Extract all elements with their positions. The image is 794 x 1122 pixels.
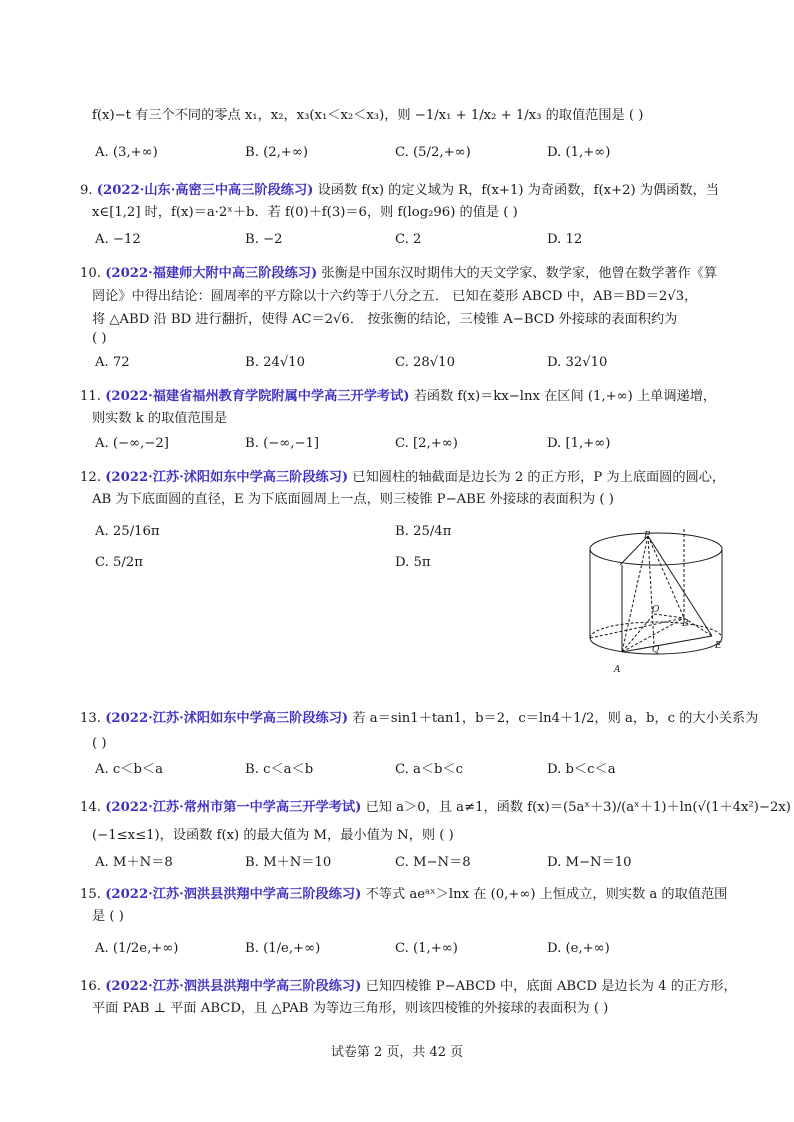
q8-stem xyxy=(92,106,643,126)
edge-pa xyxy=(622,536,648,652)
q16-text2: 平面 PAB ⊥ 平面 ABCD，且 △PAB 为等边三角形，则该四棱锥的外接球的表面积为 ( ) xyxy=(92,1001,609,1016)
q14-text2: (−1≤x≤1)，设函数 f(x) 的最大值为 M，最小值为 N，则 ( ) xyxy=(92,828,454,843)
q10-options xyxy=(95,353,715,373)
q13-text2: ( ) xyxy=(92,736,107,751)
q11-option-b: B. (−∞,−1] xyxy=(245,436,320,451)
label-o: O xyxy=(652,605,660,615)
q15-stem-line1 xyxy=(80,885,727,905)
q10-text4: ( ) xyxy=(92,331,107,346)
q9-options xyxy=(95,230,715,250)
q13-options xyxy=(95,760,715,780)
q14-options xyxy=(95,853,715,873)
q11-option-d: D. [1,+∞) xyxy=(547,436,611,451)
q10-option-c: C. 28√10 xyxy=(395,355,455,370)
q15-stem-line2 xyxy=(92,907,124,927)
q9-option-d: D. 12 xyxy=(547,232,583,247)
q10-text1: 张衡是中国东汉时期伟大的天文学家、数学家，他曾在数学著作《算 xyxy=(321,266,718,281)
q15-number: 15. xyxy=(80,887,101,902)
q10-option-a: A. 72 xyxy=(95,355,130,370)
q10-text2: 罔论》中得出结论：圆周率的平方除以十六约等于八分之五． 已知在菱形 ABCD 中，AB＝BD＝2√3， xyxy=(92,289,698,304)
q14-source: (2022·江苏·常州市第一中学高三开学考试) xyxy=(105,800,362,815)
q11-options xyxy=(95,434,715,454)
label-q: Q xyxy=(652,645,660,655)
q11-option-c: C. [2,+∞) xyxy=(395,436,458,451)
q12-stem-line2 xyxy=(92,490,614,510)
q9-stem-line1 xyxy=(80,181,719,201)
q13-option-a: A. c＜b＜a xyxy=(95,762,163,777)
q16-source: (2022·江苏·泗洪县洪翔中学高三阶段练习) xyxy=(105,979,362,994)
q16-number: 16. xyxy=(80,979,101,994)
q9-source: (2022·山东·高密三中高三阶段练习) xyxy=(96,183,314,198)
q14-option-a: A. M＋N＝8 xyxy=(95,855,173,870)
label-p: P xyxy=(644,531,651,541)
q11-number: 11. xyxy=(80,389,101,404)
q10-text3: 将 △ABD 沿 BD 进行翻折，使得 AC＝2√6． 按张衡的结论，三棱锥 A−BCD 外接球的表面积约为 xyxy=(92,312,678,327)
q13-stem-line2 xyxy=(92,734,106,754)
q10-stem-line3 xyxy=(92,310,677,330)
q15-option-d: D. (e,+∞) xyxy=(547,941,610,956)
q8-option-a: A. (3,+∞) xyxy=(95,145,158,160)
q10-option-b: B. 24√10 xyxy=(245,355,306,370)
q9-stem-line2 xyxy=(92,203,518,223)
q8-stem-text: f(x)−t 有三个不同的零点 x₁，x₂，x₃(x₁＜x₂＜x₃)，则 −1/x₁ + 1/x₂ + 1/x₃ 的取值范围是 ( ) xyxy=(92,108,644,123)
q10-stem-line4 xyxy=(92,329,106,349)
q12-option-c: C. 5/2π xyxy=(95,555,143,570)
q14-text1: 已知 a＞0，且 a≠1，函数 f(x)＝(5aˣ＋3)/(aˣ＋1)＋ln(√(1＋4x²)−2x) xyxy=(365,800,791,815)
q10-stem-line1 xyxy=(80,264,717,284)
q8-option-b: B. (2,+∞) xyxy=(245,145,308,160)
q8-option-d: D. (1,+∞) xyxy=(547,145,611,160)
q15-source: (2022·江苏·泗洪县洪翔中学高三阶段练习) xyxy=(105,887,362,902)
q12-option-b: B. 25/4π xyxy=(395,524,452,539)
q14-option-c: C. M−N＝8 xyxy=(395,855,471,870)
q9-text2: x∈[1,2] 时，f(x)＝a·2ˣ＋b．若 f(0)＋f(3)＝6，则 f(log₂96) 的值是 ( ) xyxy=(92,205,518,220)
q12-stem-line1 xyxy=(80,468,725,488)
q13-option-c: C. a＜b＜c xyxy=(395,762,464,777)
label-e: E xyxy=(715,641,722,651)
q12-number: 12. xyxy=(80,470,101,485)
q10-number: 10. xyxy=(80,266,101,281)
q10-source: (2022·福建师大附中高三阶段练习) xyxy=(105,266,318,281)
q16-stem-line2 xyxy=(92,999,608,1019)
q8-option-c: C. (5/2,+∞) xyxy=(395,145,471,160)
q16-stem-line1 xyxy=(80,977,737,997)
q11-text2: 则实数 k 的取值范围是 xyxy=(92,411,228,426)
q13-option-d: D. b＜c＜a xyxy=(547,762,616,777)
q15-text2: 是 ( ) xyxy=(92,909,124,924)
page-footer: 试卷第 2 页，共 42 页 xyxy=(330,1045,464,1060)
q14-number: 14. xyxy=(80,800,101,815)
q8-options xyxy=(95,143,715,163)
q9-option-b: B. −2 xyxy=(245,232,283,247)
q14-option-b: B. M＋N＝10 xyxy=(245,855,332,870)
q13-option-b: B. c＜a＜b xyxy=(245,762,314,777)
q12-option-a: A. 25/16π xyxy=(95,524,160,539)
q15-option-c: C. (1,+∞) xyxy=(395,941,458,956)
q13-source: (2022·江苏·沭阳如东中学高三阶段练习) xyxy=(105,711,349,726)
q12-text1: 已知圆柱的轴截面是边长为 2 的正方形，P 为上底面圆的圆心， xyxy=(352,470,726,485)
edge-ae xyxy=(622,636,712,652)
q13-number: 13. xyxy=(80,711,101,726)
q13-stem-line1 xyxy=(80,709,758,729)
segment-ao xyxy=(622,614,654,652)
q14-option-d: D. M−N＝10 xyxy=(547,855,632,870)
q9-number: 9. xyxy=(80,183,93,198)
q9-text1: 设函数 f(x) 的定义域为 R，f(x+1) 为奇函数，f(x+2) 为偶函数，当 xyxy=(317,183,719,198)
q16-text1: 已知四棱锥 P−ABCD 中，底面 ABCD 是边长为 4 的正方形， xyxy=(365,979,737,994)
q15-option-b: B. (1/e,+∞) xyxy=(245,941,321,956)
q11-source: (2022·福建省福州教育学院附属中学高三开学考试) xyxy=(105,389,410,404)
q11-stem-line2 xyxy=(92,409,227,429)
label-b: B xyxy=(682,619,689,629)
q11-text1: 若函数 f(x)＝kx−lnx 在区间 (1,+∞) 上单调递增， xyxy=(413,389,717,404)
q11-stem-line1 xyxy=(80,387,716,407)
q13-text1: 若 a＝sin1＋tan1，b＝2，c＝ln4＋1/2，则 a，b，c 的大小关系为 xyxy=(352,711,759,726)
q12-option-d: D. 5π xyxy=(395,555,431,570)
q14-stem-line1 xyxy=(80,798,791,818)
q11-option-a: A. (−∞,−2] xyxy=(95,436,169,451)
q10-option-d: D. 32√10 xyxy=(547,355,608,370)
q15-text1: 不等式 aeᵃˣ＞lnx 在 (0,+∞) 上恒成立，则实数 a 的取值范围 xyxy=(365,887,728,902)
q15-options xyxy=(95,939,715,959)
q9-option-c: C. 2 xyxy=(395,232,422,247)
q12-source: (2022·江苏·沭阳如东中学高三阶段练习) xyxy=(105,470,349,485)
q15-option-a: A. (1/2e,+∞) xyxy=(95,941,179,956)
back-chord xyxy=(590,618,684,638)
q10-stem-line2 xyxy=(92,287,697,307)
q12-text2: AB 为下底面圆的直径，E 为下底面圆周上一点，则三棱锥 P−ABE 外接球的表面积为 ( ) xyxy=(92,492,614,507)
label-a: A xyxy=(614,665,621,675)
axis-pq xyxy=(648,536,654,644)
q9-option-a: A. −12 xyxy=(95,232,141,247)
edge-pe xyxy=(648,536,712,636)
q14-stem-line2 xyxy=(92,826,454,846)
cylinder-figure xyxy=(584,526,730,676)
